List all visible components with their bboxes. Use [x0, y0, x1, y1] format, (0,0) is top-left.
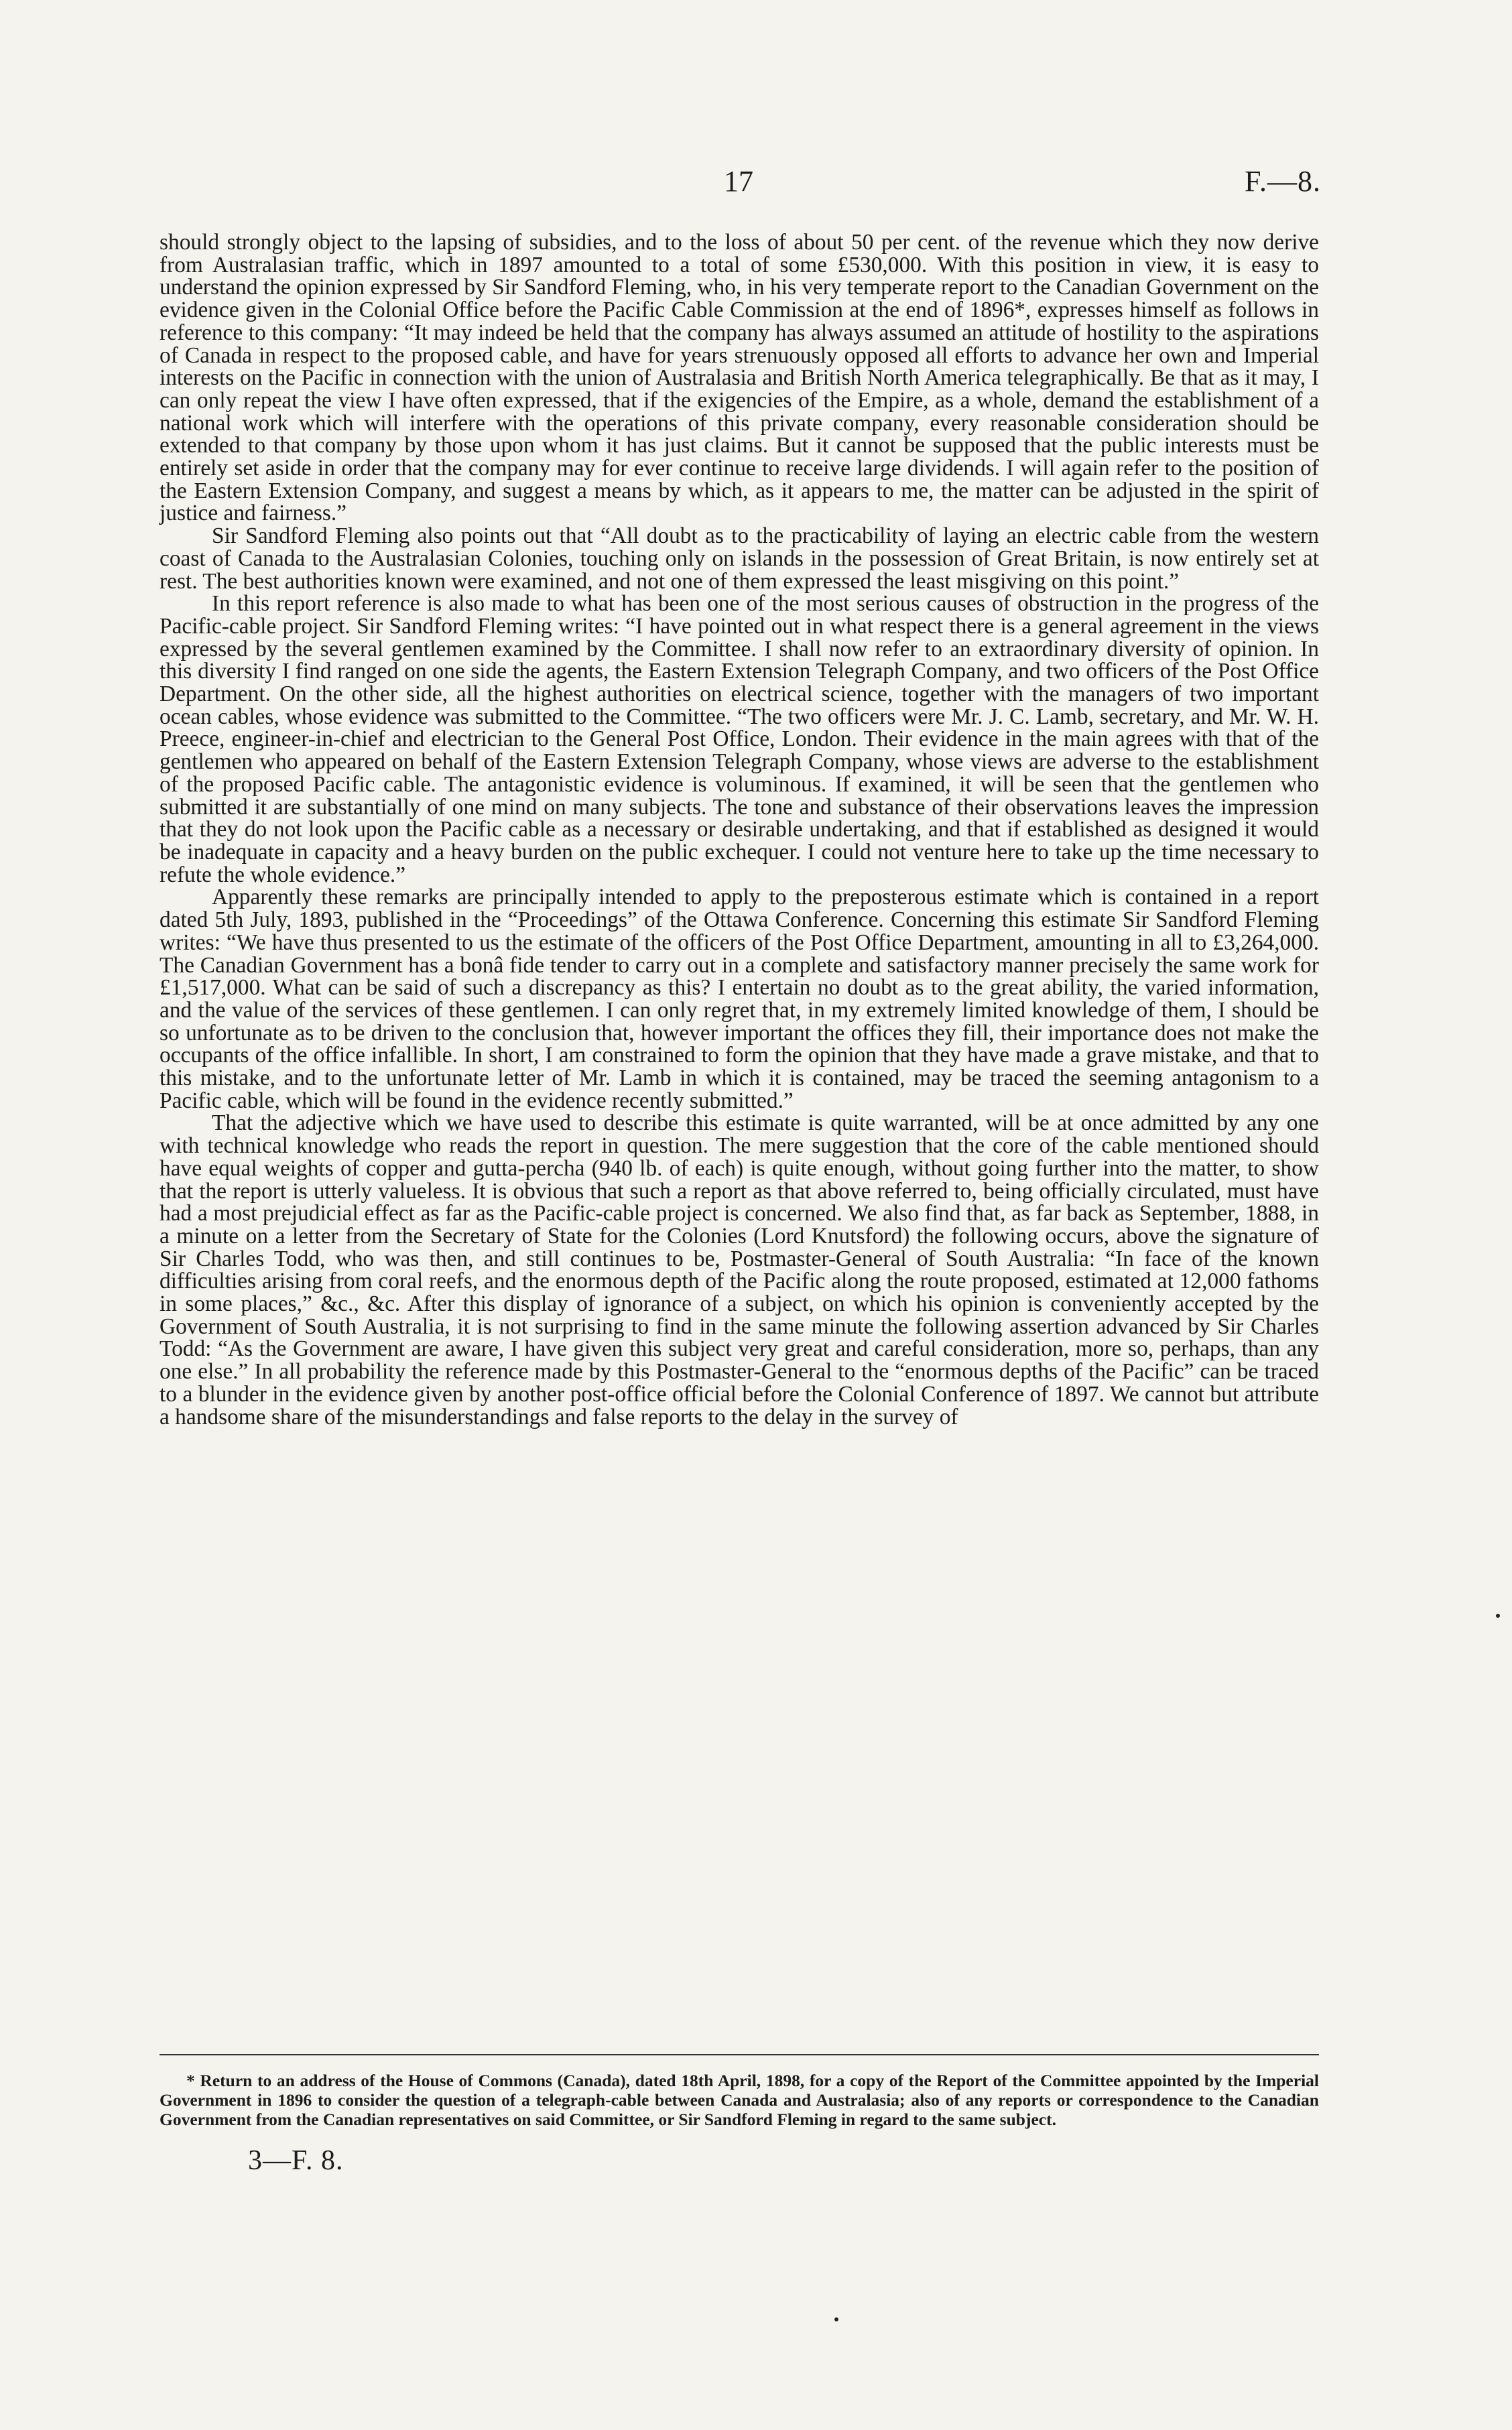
- ink-speck: [834, 2317, 838, 2321]
- page-number: 17: [724, 165, 753, 198]
- ink-speck: [1496, 1614, 1500, 1618]
- footnote-text: * Return to an address of the House of Commons (Canada), dated 18th April, 1898, for a copy of the Report of the Committee appointed by the Imperial Government in 1896 to consider the question of a telegraph-cable between Canada and Australasia; also of any reports or correspondence to the Canadian Government from the Canadian representatives on said Committee, or Sir Sandford Fleming in regard to the same subject.: [160, 2071, 1319, 2129]
- footnote: [160, 2071, 1319, 2129]
- sheet-reference: 3—F. 8.: [248, 2145, 344, 2176]
- footnote-divider: [160, 2054, 1319, 2055]
- body-text: [160, 231, 1319, 1428]
- paragraph: That the adjective which we have used to describe this estimate is quite warranted, will be at once admitted by any one with technical knowledge who reads the report in question. The mere suggestion that the core of the cable mentioned should have equal weights of copper and gutta-percha (940 lb. of each) is quite enough, without going further into the matter, to show that the report is utterly valueless. It is obvious that such a report as that above referred to, being officially circulated, must have had a most prejudicial effect as far as the Pacific-cable project is concerned. We also find that, as far back as September, 1888, in a minute on a letter from the Secretary of State for the Colonies (Lord Knutsford) the following occurs, above the signature of Sir Charles Todd, who was then, and still continues to be, Postmaster-General of South Australia: “In face of the known difficulties arising from coral reefs, and the enormous depth of the Pacific along the route proposed, estimated at 12,000 fathoms in some places,” &c., &c. After this display of ignorance of a subject, on which his opinion is conveniently accepted by the Government of South Australia, it is not surprising to find in the same minute the following assertion advanced by Sir Charles Todd: “As the Government are aware, I have given this subject very great and careful consideration, more so, perhaps, than any one else.” In all probability the reference made by this Postmaster-General to the “enormous depths of the Pacific” can be traced to a blunder in the evidence given by another post-office official before the Colonial Conference of 1897. We cannot but attribute a handsome share of the misunderstandings and false reports to the delay in the survey of: [160, 1110, 1319, 1429]
- paragraph: In this report reference is also made to what has been one of the most serious causes of obstruction in the progress of the Pacific-cable project. Sir Sandford Fleming writes: “I have pointed out in what respect there is a general agreement in the views expressed by the several gentlemen examined by the Committee. I shall now refer to an extraordinary diversity of opinion. In this diversity I find ranged on one side the agents, the Eastern Extension Telegraph Company, and two officers of the Post Office Department. On the other side, all the highest authorities on electrical science, together with the managers of two important ocean cables, whose evidence was submitted to the Committee. “The two officers were Mr. J. C. Lamb, secretary, and Mr. W. H. Preece, engineer-in-chief and electrician to the General Post Office, London. Their evidence in the main agrees with that of the gentlemen who appeared on behalf of the Eastern Extension Telegraph Company, whose views are adverse to the establishment of the proposed Pacific cable. The antagonistic evidence is voluminous. If examined, it will be seen that the gentlemen who submitted it are substantially of one mind on many subjects. The tone and substance of their observations leaves the impression that they do not look upon the Pacific cable as a necessary or desirable undertaking, and that if established as designed it would be inadequate in capacity and a heavy burden on the public exchequer. I could not venture here to take up the time necessary to refute the whole evidence.”: [160, 591, 1319, 887]
- paragraph: Apparently these remarks are principally intended to apply to the preposterous estimate which is contained in a report dated 5th July, 1893, published in the “Proceedings” of the Ottawa Conference. Concerning this estimate Sir Sandford Fleming writes: “We have thus presented to us the estimate of the officers of the Post Office Department, amounting in all to £3,264,000. The Canadian Government has a bonâ fide tender to carry out in a complete and satisfactory manner precisely the same work for £1,517,000. What can be said of such a discrepancy as this? I entertain no doubt as to the great ability, the varied information, and the value of the services of these gentlemen. I can only regret that, in my extremely limited knowledge of them, I should be so unfortunate as to be driven to the conclusion that, however important the offices they fill, their importance does not make the occupants of the office infallible. In short, I am constrained to form the opinion that they have made a grave mistake, and that to this mistake, and to the unfortunate letter of Mr. Lamb in which it is contained, may be traced the seeming antagonism to a Pacific cable, which will be found in the evidence recently submitted.”: [160, 885, 1319, 1113]
- paragraph: Sir Sandford Fleming also points out that “All doubt as to the practicability of laying an electric cable from the western coast of Canada to the Australasian Colonies, touching only on islands in the possession of Great Britain, is now entirely set at rest. The best authorities known were examined, and not one of them expressed the least misgiving on this point.”: [160, 523, 1319, 594]
- document-reference: F.—8.: [1245, 165, 1321, 198]
- paragraph: should strongly object to the lapsing of subsidies, and to the loss of about 50 per cent. of the revenue which they now derive from Australasian traffic, which in 1897 amounted to a total of some £530,000. With this position in view, it is easy to understand the opinion expressed by Sir Sandford Fleming, who, in his very temperate report to the Canadian Government on the evidence given in the Colonial Office before the Pacific Cable Commission at the end of 1896*, expresses himself as follows in reference to this company: “It may indeed be held that the company has always assumed an attitude of hostility to the aspirations of Canada in respect to the proposed cable, and have for years strenuously opposed all efforts to advance her own and Imperial interests on the Pacific in connection with the union of Australasia and British North America telegraphically. Be that as it may, I can only repeat the view I have often expressed, that if the exigencies of the Empire, as a whole, demand the establishment of a national work which will interfere with the operations of this private company, every reasonable consideration should be extended to that company by those upon whom it has just claims. But it cannot be supposed that the public interests must be entirely set aside in order that the company may for ever continue to receive large dividends. I will again refer to the position of the Eastern Extension Company, and suggest a means by which, as it appears to me, the matter can be adjusted in the spirit of justice and fairness.”: [160, 230, 1319, 526]
